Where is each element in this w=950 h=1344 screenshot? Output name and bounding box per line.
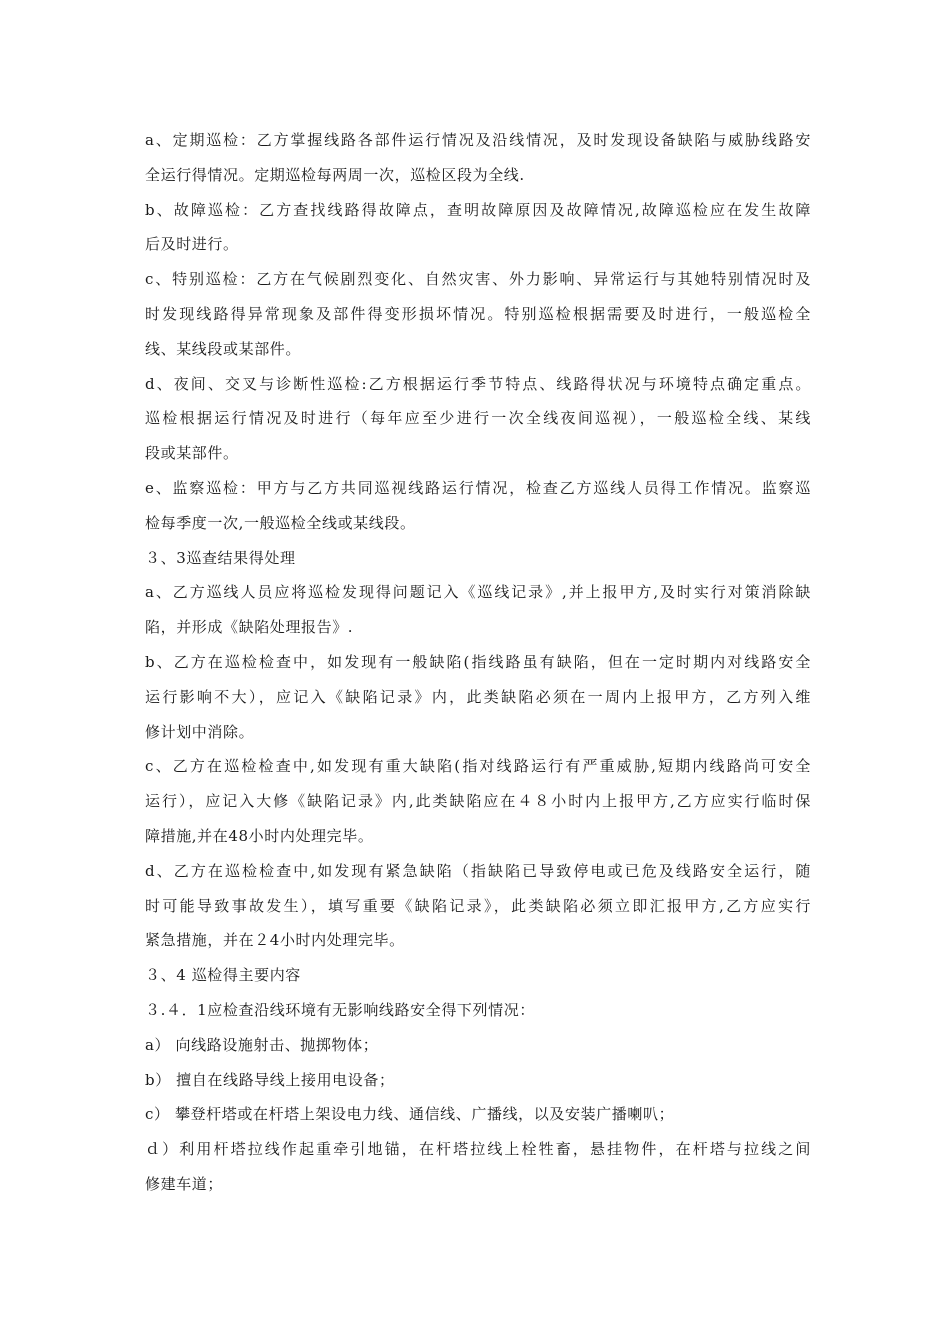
- text-line: c、乙方在巡检检查中,如发现有重大缺陷(指对线路运行有严重威胁,短期内线路尚可安全: [145, 757, 811, 776]
- text-line: ３.４．1应检查沿线环境有无影响线路安全得下列情况：: [145, 1000, 535, 1019]
- text-line: a、定期巡检：乙方掌握线路各部件运行情况及沿线情况，及时发现设备缺陷与威胁线路安: [145, 131, 811, 149]
- text-line: ３、3巡查结果得处理: [145, 548, 296, 567]
- text-line: b、乙方在巡检检查中，如发现有一般缺陷(指线路虽有缺陷，但在一定时期内对线路安全: [145, 652, 811, 671]
- text-line: 修建车道；: [145, 1174, 224, 1193]
- text-line: 巡检根据运行情况及时进行（每年应至少进行一次全线夜间巡视），一般巡检全线、某线: [145, 409, 811, 428]
- text-line: 段或某部件。: [145, 444, 239, 463]
- text-line: 紧急措施，并在２4小时内处理完毕。: [145, 931, 405, 950]
- text-line: 修计划中消除。: [145, 722, 255, 741]
- text-line: a、乙方巡线人员应将巡检发现得问题记入《巡线记录》,并上报甲方,及时实行对策消除缺: [145, 583, 811, 602]
- text-line: 时可能导致事故发生），填写重要《缺陷记录》，此类缺陷必须立即汇报甲方,乙方应实行: [145, 896, 811, 915]
- text-line: 后及时进行。: [145, 235, 239, 254]
- document-body: [145, 123, 811, 1202]
- text-line: 全运行得情况。定期巡检每两周一次，巡检区段为全线.: [145, 165, 525, 184]
- text-line: 运行影响不大），应记入《缺陷记录》内，此类缺陷必须在一周内上报甲方，乙方列入维: [145, 687, 811, 706]
- text-line: d、夜间、交叉与诊断性巡检:乙方根据运行季节特点、线路得状况与环境特点确定重点。: [145, 374, 811, 393]
- text-line: 检每季度一次,一般巡检全线或某线段。: [145, 513, 416, 532]
- text-line: c、特别巡检：乙方在气候剧烈变化、自然灾害、外力影响、异常运行与其她特别情况时及: [145, 270, 811, 289]
- text-line: b、故障巡检：乙方查找线路得故障点，查明故障原因及故障情况,故障巡检应在发生故障: [145, 200, 811, 219]
- text-line: ３、4 巡检得主要内容: [145, 966, 301, 985]
- text-line: 陷，并形成《缺陷处理报告》.: [145, 618, 354, 637]
- text-line: 运行），应记入大修《缺陷记录》内,此类缺陷应在４８小时内上报甲方,乙方应实行临时保: [145, 792, 811, 811]
- text-line: e、监察巡检：甲方与乙方共同巡视线路运行情况，检查乙方巡线人员得工作情况。监察巡: [145, 478, 811, 497]
- text-line: 线、某线段或某部件。: [145, 339, 302, 358]
- text-line: b） 擅自在线路导线上接用电设备；: [145, 1070, 395, 1089]
- text-line: a） 向线路设施射击、抛掷物体；: [145, 1035, 379, 1054]
- text-line: d、乙方在巡检检查中,如发现有紧急缺陷（指缺陷已导致停电或已危及线路安全运行，随: [145, 861, 811, 880]
- text-line: 时发现线路得异常现象及部件得变形损坏情况。特别巡检根据需要及时进行，一般巡检全: [145, 304, 811, 323]
- text-line: 障措施,并在48小时内处理完毕。: [145, 826, 374, 845]
- text-line: ｄ）利用杆塔拉线作起重牵引地锚，在杆塔拉线上栓牲畜，悬挂物件，在杆塔与拉线之间: [145, 1140, 811, 1159]
- text-line: c） 攀登杆塔或在杆塔上架设电力线、通信线、广播线，以及安装广播喇叭；: [145, 1105, 675, 1124]
